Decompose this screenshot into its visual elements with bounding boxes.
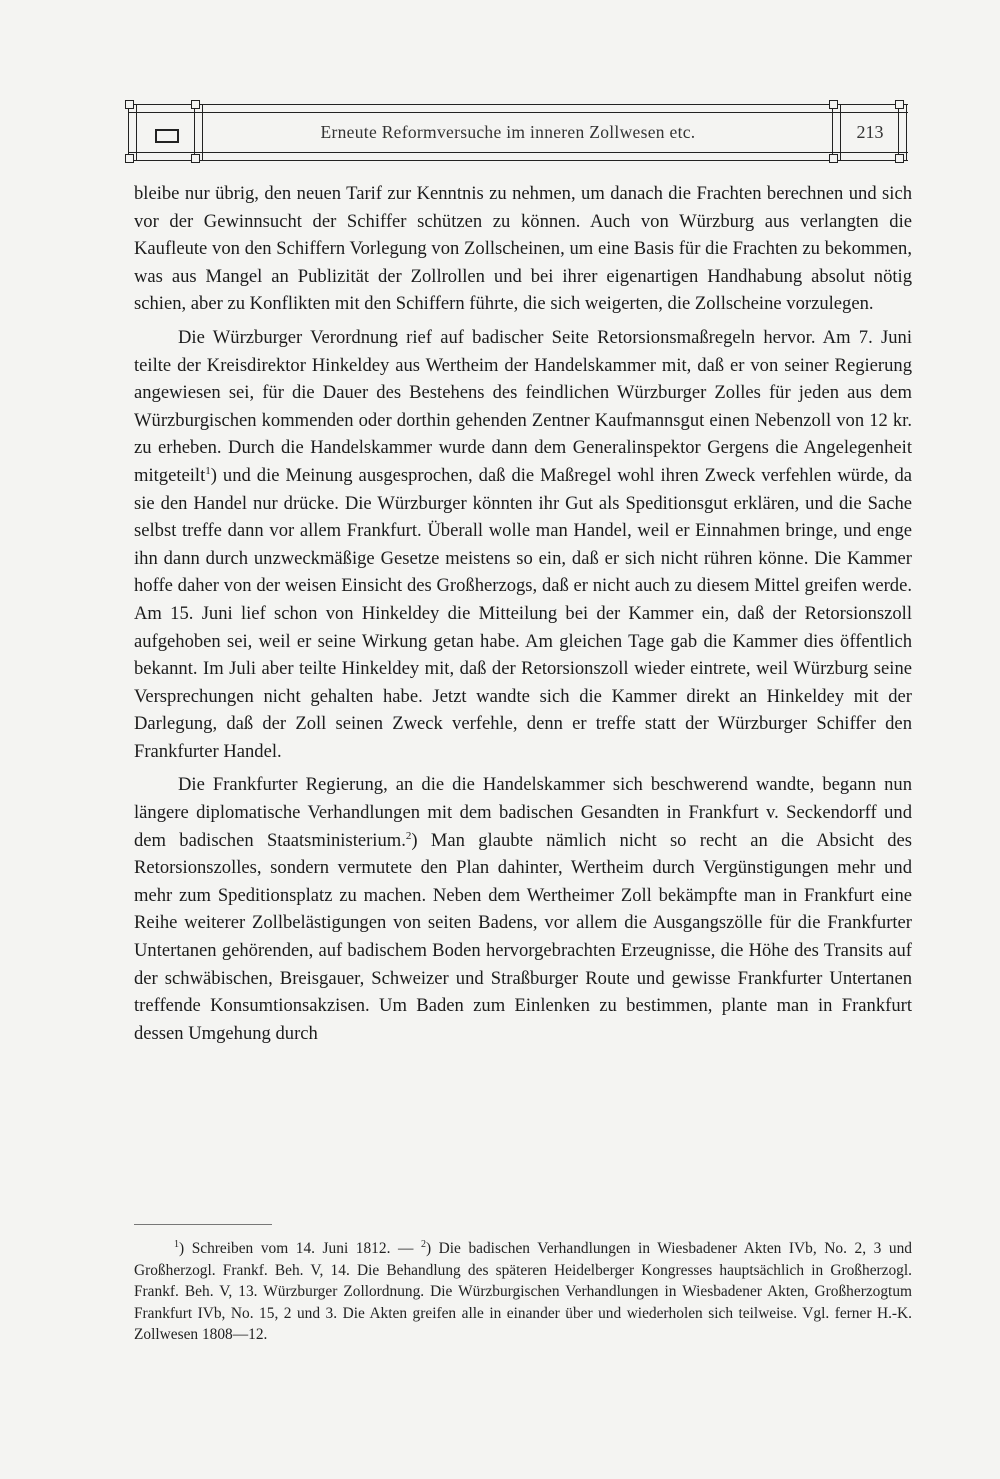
footnote-text: ) Schreiben vom 14. Juni 1812. —: [179, 1240, 421, 1257]
paragraph-text: Die Würzburger Verordnung rief auf badischer Seite Retorsionsmaßregeln hervor. Am 7. Juni teilte der Kreisdirektor Hinkeldey aus Wertheim der Handelskammer mit, daß er von seiner Regierung angewiesen sei, für die Dauer des Bestehens des feindlichen Würzburger Zolles für jeden aus dem Würzburgischen kommenden oder dorthin gehenden Zentner Kaufmannsgut einen Nebenzoll von 12 kr. zu erheben. Durch die Handelskammer wurde dann dem Generalinspektor Gergens die Angelegenheit mitgeteilt: [134, 326, 912, 486]
footnote-ref: 1: [205, 464, 211, 477]
footnote-block: [134, 1238, 912, 1346]
header-rule-bottom-outer: [128, 160, 908, 161]
paragraph-text: ) und die Meinung ausgesprochen, daß die Maßregel wohl ihren Zweck verfehlen würde, da sie den Handel nur drücke. Die Würzburger könnten ihr Gut als Speditionsgut erklären, und die Sache selbst treffe dann vor allem Frankfurt. Überall wolle man Handel, weil er Einnahmen bringe, und enge ihn dann durch unzweckmäßige Gesetze meistens so ein, daß er sich nicht rühren könne. Die Kammer hoffe daher von der weisen Einsicht des Großherzogs, daß er nicht auch zu diesem Mittel greifen werde. Am 15. Juni lief schon von Hinkeldey die Mitteilung bei der Kammer ein, daß der Retorsionszoll aufgehoben sei, weil er seine Wirkung getan habe. Am gleichen Tage gab die Kammer dies öffentlich bekannt. Im Juli aber teilte Hinkeldey mit, daß der Retorsionszoll wieder eintrete, weil Würzburg seine Versprechungen nicht gehalten habe. Jetzt wandte sich die Kammer direkt an Hinkeldey mit der Darlegung, daß der Zoll seinen Zweck verfehle, denn er treffe statt der Würzburger Schiffer den Frankfurter Handel.: [134, 464, 912, 762]
corner-ornament: [191, 154, 200, 163]
footnote-text: ) Die badischen Verhandlungen in Wiesbadener Akten IVb, No. 2, 3 und Großherzogl. Frankf. Beh. V, 14. Die Behandlung des späteren Heidelberger Kongresses hauptsächlich in Großherzogl. Frankf. Beh. V, 13. Würzburger Zollordnung. Die Würzburgischen Verhandlungen in Wiesbadener Akten, Großherzogtum Frankfurt IVb, No. 15, 2 und 3. Die Akten greifen alle in einander über und wiederholen sich teilweise. Vgl. ferner H.-K. Zollwesen 1808—12.: [134, 1240, 912, 1344]
header-ornament-rectangle: [155, 129, 179, 143]
header-rule-top-outer: [128, 104, 908, 105]
corner-ornament: [125, 100, 134, 109]
header-divider-right: [832, 104, 833, 160]
paragraph-text: Die Frankfurter Regierung, an die die Handelskammer sich beschwerend wandte, begann nun längere diplomatische Verhandlungen mit dem badischen Gesandten in Frankfurt v. Seckendorff und dem badischen Staatsministerium.: [134, 774, 912, 851]
corner-ornament: [829, 154, 838, 163]
header-rule-top-inner: [128, 112, 908, 113]
header-divider-left-inner: [202, 104, 203, 160]
footnote-ref: 2: [405, 829, 412, 842]
paragraph: bleibe nur übrig, den neuen Tarif zur Kenntnis zu nehmen, um danach die Frachten berechnen und sich vor der Gewinnsucht der Schiffer schützen zu können. Auch von Würzburg aus verlangten die Kaufleute von den Schiffern Vorlegung von Zollscheinen, um eine Basis für die Frachten zu bekommen, was aus Mangel an Publizität der Zollrollen und bei ihrer eigenartigen Handhabung absolut nötig schien, aber zu Konflikten mit den Schiffern führte, die sich weigerten, die Zollscheine vorzulegen.: [134, 183, 912, 315]
footnote-separator: [134, 1224, 272, 1225]
corner-ornament: [125, 154, 134, 163]
running-head: [128, 102, 908, 164]
paragraph-text: ) Man glaubte nämlich nicht so recht an die Absicht des Retorsionszolles, sondern vermutete den Plan dahinter, Wertheim durch Vergünstigungen mehr und mehr zum Speditionsplatz zu machen. Neben dem Wertheimer Zoll bekämpfte man in Frankfurt eine Reihe weiterer Zollbelästigungen von seiten Badens, vor allem die Ausgangszölle für die Frankfurter Untertanen gehörenden, auf badischem Boden hervorgebrachten Erzeugnisse, die Höhe des Transits auf der schwäbischen, Breisgauer, Schweizer und Straßburger Route und gewisse Frankfurter Untertanen treffende Konsumtionsakzisen. Um Baden zum Einlenken zu bestimmen, plante man in Frankfurt dessen Umgehung durch: [134, 829, 912, 1044]
corner-ornament: [191, 100, 200, 109]
footnote-marker: 1: [174, 1238, 179, 1250]
corner-ornament: [829, 100, 838, 109]
page-number: 213: [856, 122, 884, 142]
header-rule-bottom-inner: [128, 152, 908, 153]
footnotes: [134, 1238, 912, 1346]
header-border-right: [906, 104, 907, 160]
corner-ornament: [895, 100, 904, 109]
paragraph: [134, 324, 912, 766]
corner-ornament: [895, 154, 904, 163]
header-divider-left: [194, 104, 195, 160]
main-text: [134, 180, 912, 1047]
footnote-marker: 2: [420, 1238, 426, 1250]
header-border-left-inner: [136, 104, 137, 160]
running-title: Erneute Reformversuche im inneren Zollwesen etc.: [320, 122, 696, 142]
paragraph: [134, 771, 912, 1047]
header-border-left: [128, 104, 129, 160]
